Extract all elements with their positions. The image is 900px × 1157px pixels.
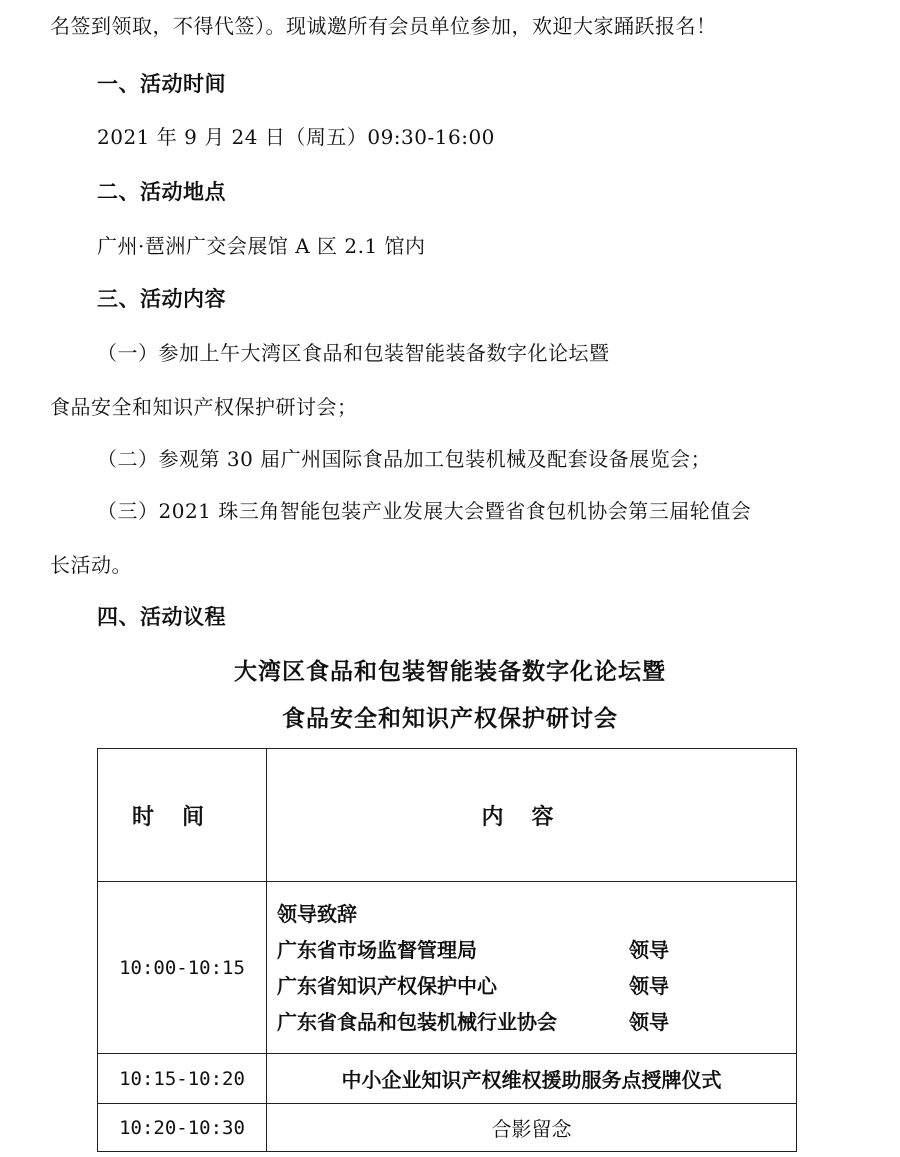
section-time-text: 2021 年 9 月 24 日（周五）09:30-16:00 [97, 125, 495, 149]
org-line [277, 932, 796, 968]
content-item2: （二）参观第 30 届广州国际食品加工包装机械及配套设备展览会； [97, 447, 712, 471]
content-item1-line1: （一）参加上午大湾区食品和包装智能装备数字化论坛暨 [97, 341, 610, 365]
org-name: 广东省知识产权保护中心 [277, 973, 497, 998]
section-time-heading: 一、活动时间 [97, 72, 226, 96]
section-place-text: 广州·琶洲广交会展馆 A 区 2.1 馆内 [97, 234, 426, 258]
table-row [98, 882, 797, 1054]
row-time: 10:20-10:30 [98, 1104, 267, 1152]
org-line [277, 1004, 796, 1040]
row-content: 中小企业知识产权维权援助服务点授牌仪式 [267, 1054, 797, 1104]
row-time: 10:00-10:15 [98, 882, 267, 1054]
org-name: 广东省食品和包装机械行业协会 [277, 1009, 557, 1034]
table-row [98, 1054, 797, 1104]
section-place-heading: 二、活动地点 [97, 180, 226, 204]
content-item3-line2: 长活动。 [50, 553, 132, 577]
table-header-row [98, 749, 797, 882]
org-line [277, 968, 796, 1004]
agenda-table [97, 748, 797, 1152]
org-name: 广东省市场监督管理局 [277, 937, 477, 962]
section-content-heading: 三、活动内容 [97, 287, 226, 311]
row-time: 10:15-10:20 [98, 1054, 267, 1104]
header-content: 内容 [267, 749, 797, 882]
content-item3-line1: （三）2021 珠三角智能包装产业发展大会暨省食包机协会第三届轮值会 [97, 499, 752, 523]
org-role: 领导 [629, 973, 669, 998]
intro-tail-text: 名签到领取，不得代签）。现诚邀所有会员单位参加，欢迎大家踊跃报名！ [50, 14, 717, 38]
section-agenda-heading: 四、活动议程 [97, 605, 226, 629]
agenda-title-line2: 食品安全和知识产权保护研讨会 [282, 706, 618, 732]
content-item1-line2: 食品安全和知识产权保护研讨会； [50, 395, 358, 419]
org-role: 领导 [629, 1009, 669, 1034]
agenda-title-line1: 大湾区食品和包装智能装备数字化论坛暨 [234, 659, 666, 685]
row-content [267, 882, 797, 1054]
row-title: 领导致辞 [277, 901, 357, 926]
org-role: 领导 [629, 937, 669, 962]
header-time: 时间 [98, 749, 267, 882]
table-row [98, 1104, 797, 1152]
row-content: 合影留念 [267, 1104, 797, 1152]
